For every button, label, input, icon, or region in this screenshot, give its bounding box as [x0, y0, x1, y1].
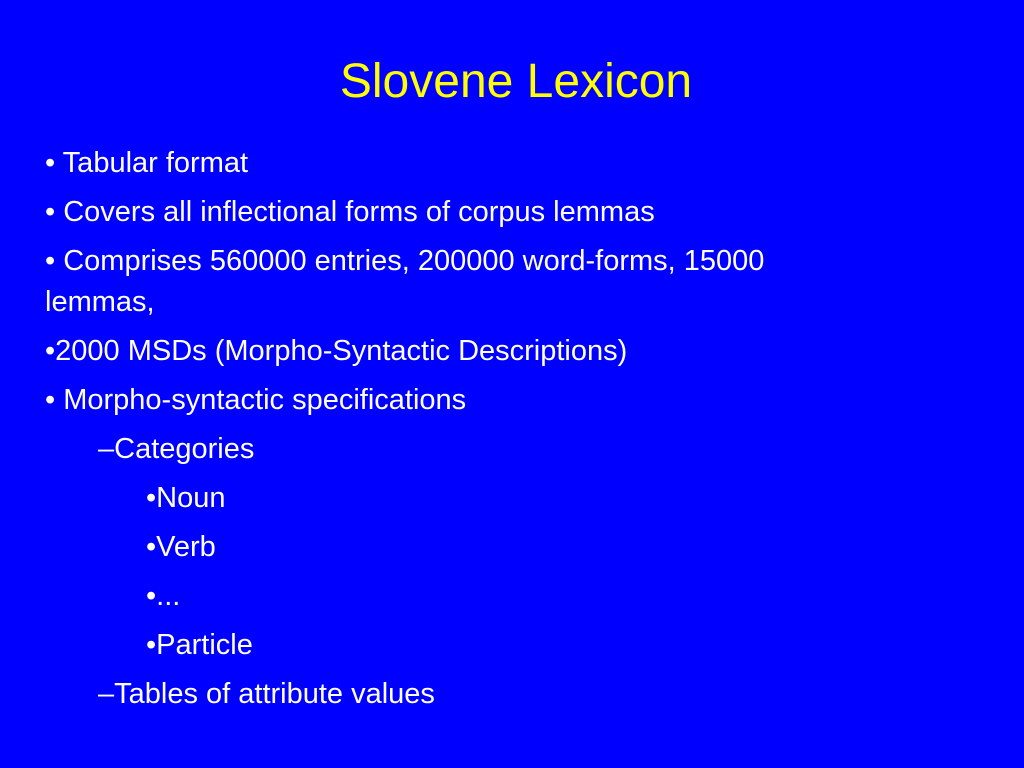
category-particle: •Particle	[146, 629, 253, 661]
bullet-entries-count-continued: lemmas,	[45, 286, 155, 318]
bullet-tabular-format: • Tabular format	[45, 147, 249, 179]
sub-item-categories: –Categories	[98, 433, 255, 465]
category-verb: •Verb	[146, 531, 216, 563]
sub-item-attribute-tables: –Tables of attribute values	[98, 678, 435, 710]
bullet-msds: •2000 MSDs (Morpho-Syntactic Descriptions)	[45, 335, 628, 367]
category-noun: •Noun	[146, 482, 226, 514]
category-ellipsis: •...	[146, 580, 181, 612]
bullet-morpho-syntactic-specifications: • Morpho-syntactic specifications	[45, 384, 467, 416]
bullet-inflectional-forms: • Covers all inflectional forms of corpus lemmas	[45, 196, 655, 228]
slide-title: Slovene Lexicon	[339, 55, 693, 108]
bullet-entries-count: • Comprises 560000 entries, 200000 word-forms, 15000	[45, 245, 765, 277]
